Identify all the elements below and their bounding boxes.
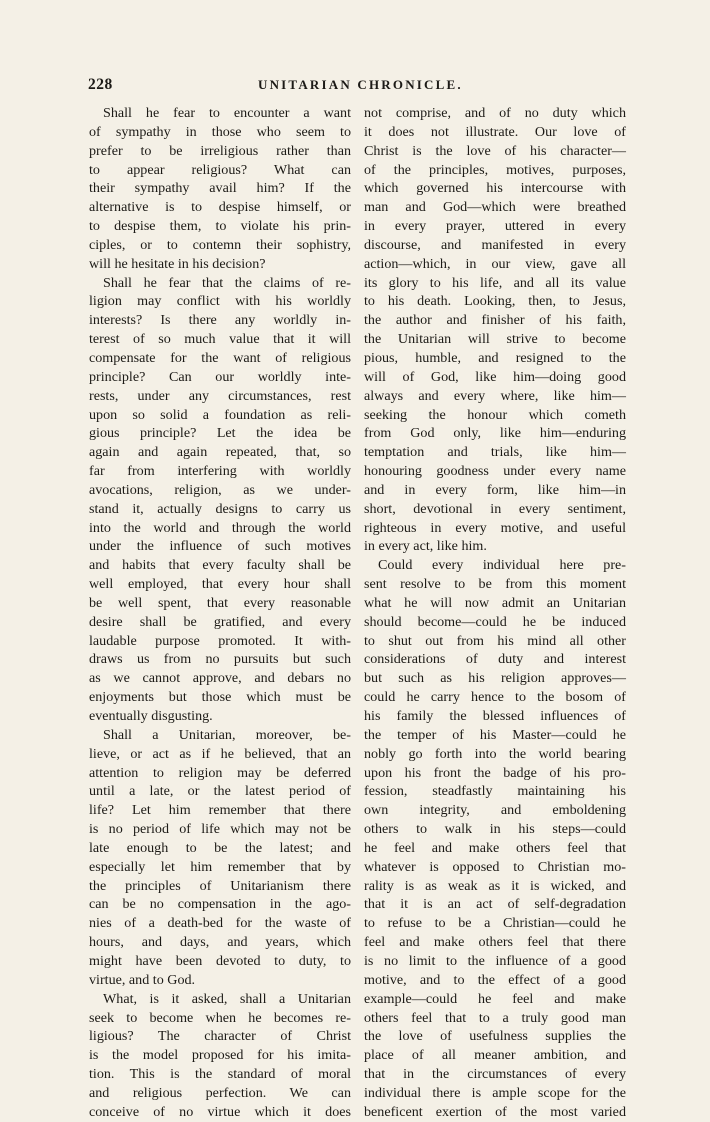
left-column-line: seek to become when he becomes re- — [89, 1009, 351, 1026]
right-column-line: will of God, like him—doing good — [364, 368, 626, 385]
left-column-line: draws us from no pursuits but such — [89, 651, 351, 668]
right-column-line: he feel and make others feel that — [364, 839, 626, 856]
right-column-line: the love of usefulness supplies the — [364, 1028, 626, 1045]
right-column-line: pious, humble, and resigned to the — [364, 349, 626, 366]
left-column-line: until a late, or the latest period of — [89, 783, 351, 800]
right-column-line: individual there is ample scope for the — [364, 1084, 626, 1101]
left-column-line: late enough to be the latest; and — [89, 839, 351, 856]
left-column-line: stand it, actually designs to carry us — [89, 500, 351, 517]
left-column-line: ligion may conflict with his worldly — [89, 293, 351, 310]
left-column-line: especially let him remember that by — [89, 858, 351, 875]
right-column-line: action—which, in our view, gave all — [364, 255, 626, 272]
right-column-line: righteous in every motive, and useful — [364, 519, 626, 536]
right-column-line: not comprise, and of no duty which — [364, 105, 626, 121]
left-column-line: to appear religious? What can — [89, 161, 351, 178]
right-column-line: it does not illustrate. Our love of — [364, 123, 626, 140]
right-column-line: feel and make others feel that there — [364, 934, 626, 951]
left-column-line: prefer to be irreligious rather than — [89, 142, 351, 159]
right-column-line: from God only, like him—enduring — [364, 425, 626, 442]
right-column-line: what he will now admit an Unitarian — [364, 594, 626, 611]
right-column-line: its glory to his life, and all its value — [364, 274, 626, 291]
right-column-line: in every act, like him. — [364, 538, 487, 555]
left-column-line: is no period of life which may not be — [89, 821, 351, 838]
left-column-line: ciples, or to contemn their sophistry, — [89, 236, 351, 253]
right-column-line: beneficent exertion of the most varied — [364, 1103, 626, 1120]
left-column-line: conceive of no virtue which it does — [89, 1103, 351, 1120]
left-column-line: gious principle? Let the idea be — [89, 425, 351, 442]
left-column-line: compensate for the want of religious — [89, 349, 351, 366]
right-column-line: the temper of his Master—could he — [364, 726, 626, 743]
right-column-line: considerations of duty and interest — [364, 651, 626, 668]
left-column-line: alternative is to despise himself, or — [89, 199, 351, 216]
right-text-column — [364, 104, 626, 1122]
right-column-line: others to walk in his steps—could — [364, 821, 626, 838]
right-column-line: example—could he feel and make — [364, 990, 626, 1007]
left-column-line: Shall he fear that the claims of re- — [103, 274, 351, 291]
right-column-line: fession, steadfastly maintaining his — [364, 783, 626, 800]
right-column-line: that in the circumstances of every — [364, 1066, 626, 1083]
left-column-line: avocations, religion, as we under- — [89, 481, 351, 498]
left-text-column — [89, 104, 351, 1122]
right-column-line: should become—could he be induced — [364, 613, 626, 630]
right-column-line: whatever is opposed to Christian mo- — [364, 858, 626, 875]
left-column-line: the principles of Unitarianism there — [89, 877, 351, 894]
left-column-line: laudable purpose promoted. It with- — [89, 632, 351, 649]
right-column-line: the Unitarian will strive to become — [364, 331, 626, 348]
right-column-line: place of all meaner ambition, and — [364, 1047, 626, 1064]
right-column-line: to shut out from his mind all other — [364, 632, 626, 649]
right-column-line: which governed his intercourse with — [364, 180, 626, 197]
left-column-line: and habits that every faculty shall be — [89, 557, 351, 574]
left-column-line: What, is it asked, shall a Unitarian — [103, 990, 351, 1007]
right-column-line: upon his front the badge of his pro- — [364, 764, 626, 781]
left-column-line: Shall he fear to encounter a want — [103, 105, 351, 121]
left-column-line: ligious? The character of Christ — [89, 1028, 351, 1045]
left-column-line: tion. This is the standard of moral — [89, 1066, 351, 1083]
left-column-line: far from interfering with worldly — [89, 463, 351, 480]
left-column-line: life? Let him remember that there — [89, 802, 351, 819]
right-column-line: discourse, and manifested in every — [364, 236, 626, 253]
right-column-line: but such as his religion approves— — [364, 670, 626, 687]
right-column-line: to refuse to be a Christian—could he — [364, 915, 626, 932]
left-column-line: as we cannot approve, and debars no — [89, 670, 351, 687]
left-column-line: under the influence of such motives — [89, 538, 351, 555]
right-column-line: seeking the honour which cometh — [364, 406, 626, 423]
left-column-line: might have been devoted to duty, to — [89, 952, 351, 969]
left-column-line: virtue, and to God. — [89, 971, 196, 988]
right-column-line: Christ is the love of his character— — [364, 142, 626, 159]
right-column-line: honouring goodness under every name — [364, 463, 626, 480]
left-column-line: desire shall be gratified, and every — [89, 613, 351, 630]
left-column-line: eventually disgusting. — [89, 708, 213, 724]
left-column-line: attention to religion may be deferred — [89, 764, 351, 781]
left-column-line: upon so solid a foundation as reli- — [89, 406, 351, 423]
right-column-line: motive, and to the effect of a good — [364, 971, 626, 988]
left-column-line: their sympathy avail him? If the — [89, 180, 351, 197]
left-column-line: is the model proposed for his imita- — [89, 1047, 351, 1064]
right-column-line: others feel that to a truly good man — [364, 1009, 626, 1026]
left-column-line: again and again repeated, that, so — [89, 444, 351, 461]
left-column-line: and religious perfection. We can — [89, 1084, 351, 1101]
left-column-line: well employed, that every hour shall — [89, 576, 351, 593]
left-column-line: of sympathy in those who seem to — [89, 123, 351, 140]
page-header — [88, 76, 648, 98]
right-column-line: could he carry hence to the bosom of — [364, 689, 626, 706]
left-column-line: to despise them, to violate his prin- — [89, 218, 351, 235]
left-column-line: be well spent, that every reasonable — [89, 594, 351, 611]
right-column-line: his family the blessed influences of — [364, 708, 626, 724]
right-column-line: temptation and trials, like him— — [364, 444, 626, 461]
right-column-line: rality is as weak as it is wicked, and — [364, 877, 626, 894]
right-column-line: sent resolve to be from this moment — [364, 576, 626, 593]
right-column-line: is no limit to the influence of a good — [364, 952, 626, 969]
right-column-line: the author and finisher of his faith, — [364, 312, 626, 329]
left-column-line: hours, and days, and years, which — [89, 934, 351, 951]
right-column-line: to his death. Looking, then, to Jesus, — [364, 293, 626, 310]
running-title: UNITARIAN CHRONICLE. — [258, 77, 463, 92]
left-column-line: terest of so much value that it will — [89, 331, 351, 348]
left-column-line: nies of a death-bed for the waste of — [89, 915, 351, 932]
left-column-line: enjoyments but those which must be — [89, 689, 351, 706]
right-column-line: that it is an act of self-degradation — [364, 896, 626, 913]
right-column-line: and in every form, like him—in — [364, 481, 626, 498]
right-column-line: always and every where, like him— — [364, 387, 626, 404]
right-column-line: man and God—which were breathed — [364, 199, 626, 216]
left-column-line: into the world and through the world — [89, 519, 351, 536]
right-column-line: nobly go forth into the world bearing — [364, 745, 626, 762]
left-column-line: Shall a Unitarian, moreover, be- — [103, 726, 351, 743]
right-column-line: own integrity, and emboldening — [364, 802, 626, 819]
right-column-line: of the principles, motives, purposes, — [364, 161, 626, 178]
page-number: 228 — [88, 76, 113, 93]
left-column-line: lieve, or act as if he believed, that an — [89, 745, 351, 762]
left-column-line: rests, under any circumstances, rest — [89, 387, 351, 404]
left-column-line: interests? Is there any worldly in- — [89, 312, 351, 329]
left-column-line: can be no compensation in the ago- — [89, 896, 351, 913]
right-column-line: short, devotional in every sentiment, — [364, 500, 626, 517]
right-column-line: Could every individual here pre- — [378, 557, 626, 574]
right-column-line: in every prayer, uttered in every — [364, 218, 626, 235]
left-column-line: principle? Can our worldly inte- — [89, 368, 351, 385]
left-column-line: will he hesitate in his decision? — [89, 255, 266, 272]
